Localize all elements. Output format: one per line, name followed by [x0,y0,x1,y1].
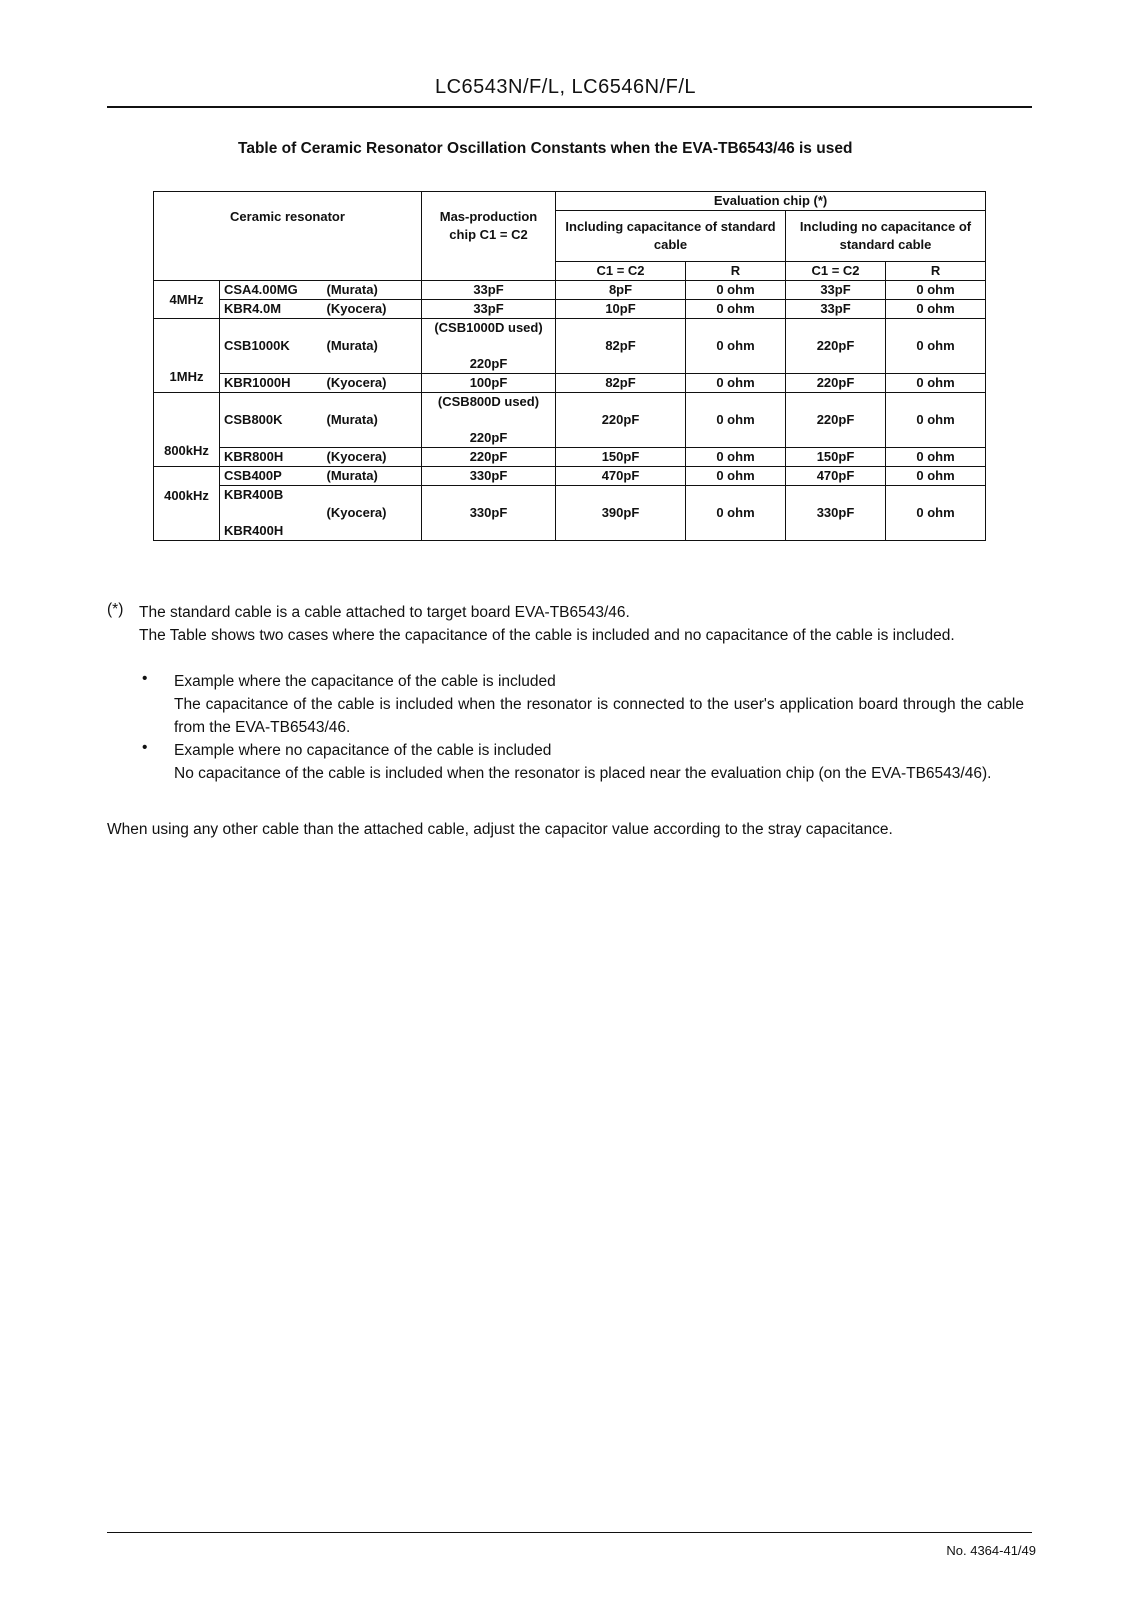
r1-cell: 0 ohm [686,448,786,467]
mass-cell: 330pF [422,486,556,541]
c1-cell: 390pF [556,486,686,541]
c2-cell: 33pF [786,300,886,319]
r2-cell: 0 ohm [886,281,986,300]
part-cell: CSB1000K [220,319,323,374]
r1-cell: 0 ohm [686,467,786,486]
bullet-2: • [142,739,148,756]
c2-cell: 220pF [786,393,886,448]
part-cell: CSB400P [220,467,323,486]
part-a: KBR400B [224,487,284,502]
r2-cell: 0 ohm [886,319,986,374]
head-including-capacitance: Including capacitance of standard cable [556,211,786,262]
resonator-table [153,191,986,541]
c2-cell: 220pF [786,319,886,374]
footnote-mark: (*) [107,601,124,618]
c2-cell: 220pF [786,374,886,393]
freq-cell: 4MHz [154,281,220,319]
c2-cell: 330pF [786,486,886,541]
head-c1c2-noincl: C1 = C2 [786,262,886,281]
table-row [154,467,986,486]
bullet-2-text: No capacitance of the cable is included when the resonator is placed near the evaluation chip (on the EVA-TB6543/46). [174,765,992,782]
c1-cell: 470pF [556,467,686,486]
freq-cell: 800kHz [154,393,220,467]
maker-cell: (Kyocera) [323,374,422,393]
c1-cell: 10pF [556,300,686,319]
c1-cell: 220pF [556,393,686,448]
page-number: No. 4364-41/49 [946,1543,1036,1558]
mass-value: 220pF [469,356,508,371]
mass-cell: 100pF [422,374,556,393]
c2-cell: 150pF [786,448,886,467]
head-mass-production: Mas-production chip C1 = C2 [422,192,556,281]
header-rule [107,106,1032,108]
r1-cell: 0 ohm [686,374,786,393]
r1-cell: 0 ohm [686,300,786,319]
mass-cell [422,393,556,448]
maker-cell: (Murata) [323,467,422,486]
part-cell: KBR800H [220,448,323,467]
page-header-title: LC6543N/F/L, LC6546N/F/L [434,76,697,98]
r1-cell: 0 ohm [686,319,786,374]
bullet-1-title: Example where the capacitance of the cable is included [174,673,556,690]
table-caption: Table of Ceramic Resonator Oscillation Constants when the EVA-TB6543/46 is used [238,140,853,157]
footnote-line-2: The Table shows two cases where the capacitance of the cable is included and no capacitance of the cable is included. [139,627,955,644]
table-row [154,486,986,541]
table-row [154,448,986,467]
bullet-1: • [142,670,148,687]
c2-cell: 33pF [786,281,886,300]
maker-cell: (Murata) [323,393,422,448]
maker-cell: (Kyocera) [323,448,422,467]
head-evaluation-chip: Evaluation chip (*) [556,192,986,211]
r2-cell: 0 ohm [886,467,986,486]
part-b: KBR400H [224,523,284,538]
r2-cell: 0 ohm [886,374,986,393]
head-r-noincl: R [886,262,986,281]
maker-cell: (Murata) [323,319,422,374]
maker-cell: (Kyocera) [323,300,422,319]
freq-cell: 400kHz [154,467,220,541]
bullet-1-text: The capacitance of the cable is included when the resonator is connected to the user's application board through the cable from the EVA-TB6543/46. [174,696,1024,736]
mass-cell: 33pF [422,281,556,300]
head-including-no-capacitance: Including no capacitance of standard cable [786,211,986,262]
freq-cell: 1MHz [154,319,220,393]
table-row [154,393,986,448]
part-cell: CSB800K [220,393,323,448]
r2-cell: 0 ohm [886,486,986,541]
mass-note: (CSB1000D used) [434,320,543,335]
footer-rule [107,1532,1032,1533]
mass-value: 220pF [469,430,508,445]
table-row [154,374,986,393]
part-cell: KBR1000H [220,374,323,393]
bullet-2-title: Example where no capacitance of the cable is included [174,742,552,759]
footnote-line-1: The standard cable is a cable attached to target board EVA-TB6543/46. [139,604,630,621]
r1-cell: 0 ohm [686,393,786,448]
c1-cell: 82pF [556,319,686,374]
head-r-incl: R [686,262,786,281]
r2-cell: 0 ohm [886,393,986,448]
mass-note: (CSB800D used) [437,394,540,409]
table-row [154,319,986,374]
maker-cell: (Kyocera) [323,486,422,541]
part-cell: KBR4.0M [220,300,323,319]
r1-cell: 0 ohm [686,486,786,541]
c1-cell: 150pF [556,448,686,467]
r2-cell: 0 ohm [886,300,986,319]
c1-cell: 8pF [556,281,686,300]
head-c1c2-incl: C1 = C2 [556,262,686,281]
table-row [154,281,986,300]
r1-cell: 0 ohm [686,281,786,300]
maker-cell: (Murata) [323,281,422,300]
closing-note: When using any other cable than the attached cable, adjust the capacitor value according to the stray capacitance. [107,821,893,838]
mass-cell: 220pF [422,448,556,467]
mass-cell: 33pF [422,300,556,319]
head-ceramic-resonator: Ceramic resonator [154,192,422,281]
mass-cell [422,319,556,374]
r2-cell: 0 ohm [886,448,986,467]
part-cell: CSA4.00MG [220,281,323,300]
part-cell [220,486,323,541]
c1-cell: 82pF [556,374,686,393]
table-row [154,300,986,319]
mass-cell: 330pF [422,467,556,486]
c2-cell: 470pF [786,467,886,486]
